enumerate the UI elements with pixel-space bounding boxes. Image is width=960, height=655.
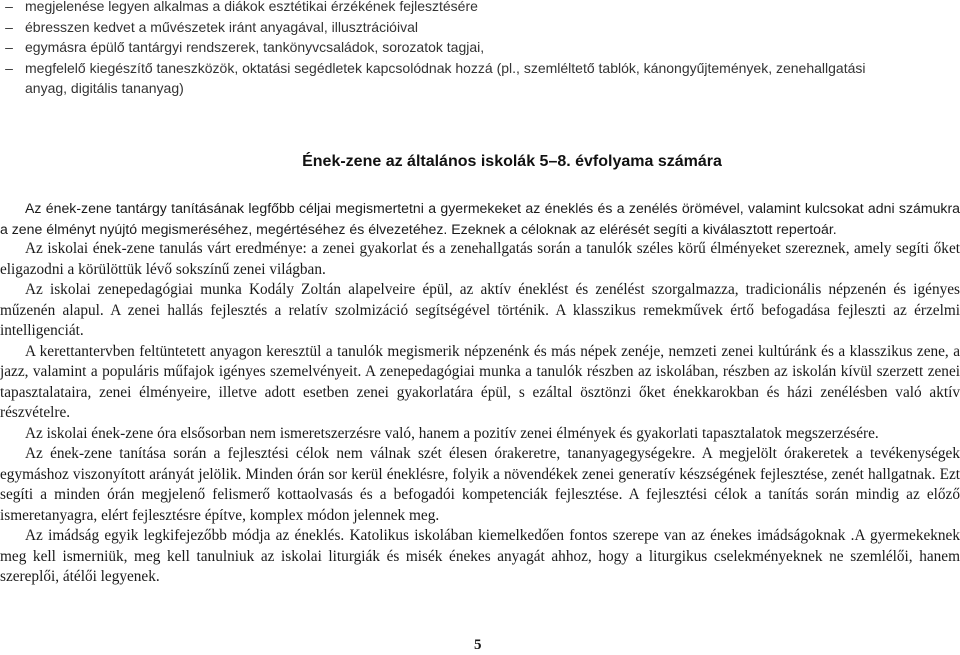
list-item: [0, 17, 960, 38]
paragraph: Az imádság egyik legkifejezőbb módja az éneklés. Katolikus iskolában kiemelkedően fontos szerepe van az énekes imádságoknak .A gyermekeknek meg kell ismerniük, meg kell tanulniuk az iskolai liturgiák és misék énekes anyagát ahhoz, hogy a liturgikus cselekményeknek ne szemlélői, hanem szereplői, átélői legyenek.: [0, 527, 960, 585]
bullet-text: ébresszen kedvet a művészetek iránt anyagával, illusztrációival: [25, 18, 418, 35]
list-item-continuation: [0, 78, 960, 99]
list-item: [0, 0, 960, 17]
paragraph: Az iskolai ének-zene tanulás várt eredménye: a zenei gyakorlat és a zenehallgatás során a tanulók széles körű élményeket szereznek, amely segíti őket eligazodni a körülöttük lévő sokszínű zenei világban.: [0, 240, 960, 278]
paragraph: Az ének-zene tanítása során a fejlesztési célok nem válnak szét élesen órakeretre, tananyagegységekre. A megjelölt órakeretek a tevékenységek egymáshoz viszonyított arányát jelölik. Minden órán sor kerül éneklésre, folyik a növendékek zenei generatív készségének fejlesztése, zenét hallgatnak. Ezt segíti a minden órán megjelenő felismerő kottaolvasás és a befogadói kompetenciák fejlesztése. A fejlesztési célok a tanítás során mindig az előző ismeretanyagra, elért fejlesztésre építve, komplex módon jelennek meg.: [0, 445, 960, 524]
bullet-text: egymásra épülő tantárgyi rendszerek, tankönyvcsaládok, sorozatok tagjai,: [25, 39, 485, 56]
bullet-text: megfelelő kiegészítő taneszközök, oktatási segédletek kapcsolódnak hozzá (pl., szemléltető tablók, kánongyűjtemények, zenehallgatási: [25, 59, 866, 76]
paragraph: Az ének-zene tantárgy tanításának legfőbb céljai megismertetni a gyermekeket az éneklés és a zenélés örömével, valamint kulcsokat adni számukra a zene élményt nyújtó megismeréséhez, megértéséhez és élvezetéhez. Ezeknek a céloknak az elérését segíti a kiválasztott repertoár.: [0, 200, 960, 237]
page-number: 5: [474, 637, 482, 653]
body-text: [0, 198, 960, 588]
bullet-dash: –: [5, 59, 13, 76]
bullet-text: megjelenése legyen alkalmas a diákok esztétikai érzékének fejlesztésére: [25, 0, 478, 14]
bullet-dash: –: [5, 18, 13, 35]
section-heading: Ének-zene az általános iskolák 5–8. évfolyama számára: [302, 153, 722, 170]
bullet-text: anyag, digitális tananyag): [25, 80, 184, 97]
paragraph: A kerettantervben feltüntetett anyagon keresztül a tanulók megismerik népzenénk és más népek zenéje, nemzeti zenei kultúránk és a klasszikus zene, a jazz, valamint a populáris műfajok igényes szemelvényeit. A zenepedagógiai munka a tanulók részben az iskolában, részben az iskolán kívül szerzett zenei tapasztalataira, zenei élményeire, illetve adott esetben zenei gyakorlatára épül, s ezáltal ösztönzi őket énekkarokban és házi zenélésben való aktív részvételre.: [0, 342, 960, 421]
paragraph: Az iskolai zenepedagógiai munka Kodály Zoltán alapelveire épül, az aktív éneklést és zenélést szorgalmazza, tradicionális népzenén és igényes műzenén alapul. A zenei hallás fejlesztés a relatív szolmizáció segítségével történik. A klasszikus remekművek értő befogadása fejleszti az érzelmi intelligenciát.: [0, 281, 960, 339]
list-item: [0, 58, 960, 79]
bullet-dash: –: [5, 0, 13, 14]
bullet-list: [0, 0, 960, 99]
bullet-dash: –: [5, 39, 13, 56]
list-item: [0, 37, 960, 58]
paragraph: Az iskolai ének-zene óra elsősorban nem ismeretszerzésre való, hanem a pozitív zenei élmények és gyakorlati tapasztalatok megszerzésére.: [25, 424, 879, 442]
